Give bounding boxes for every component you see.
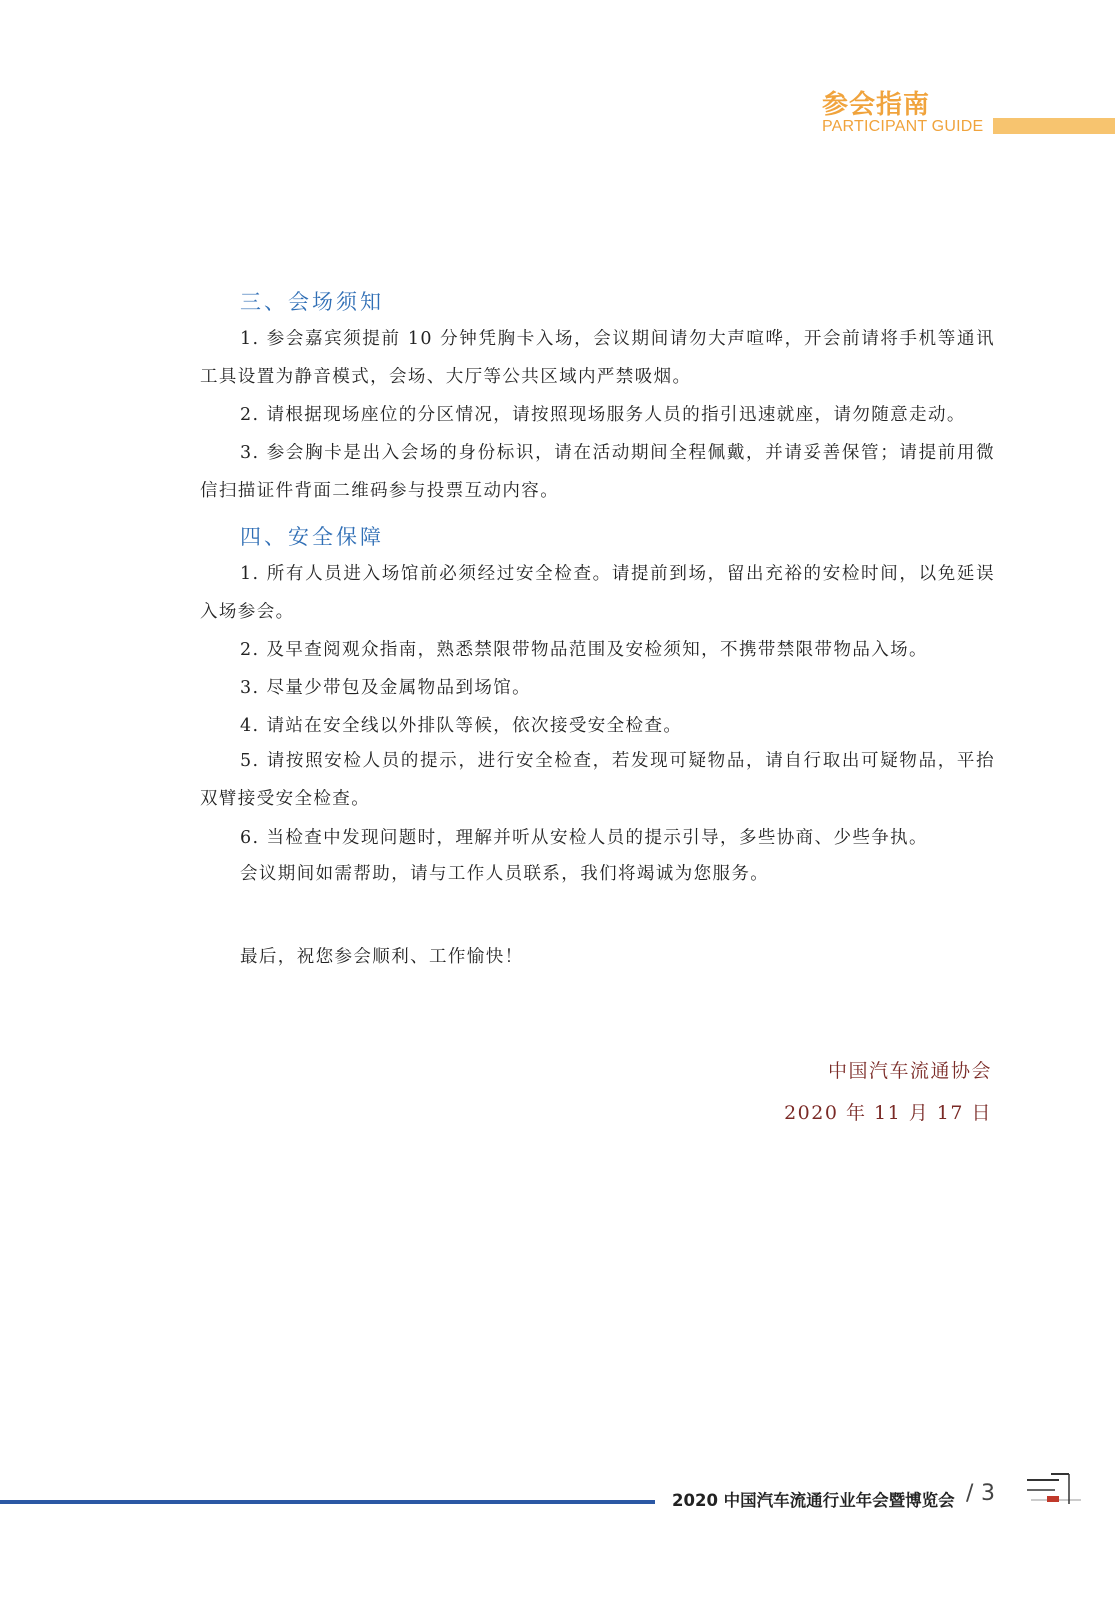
security-item-2: 2. 及早查阅观众指南，熟悉禁限带物品范围及安检须知，不携带禁限带物品入场。 bbox=[240, 640, 928, 660]
security-item-4: 4. 请站在安全线以外排队等候，依次接受安全检查。 bbox=[240, 716, 683, 736]
security-item-6: 6. 当检查中发现问题时，理解并听从安检人员的提示引导，多些协商、少些争执。 bbox=[240, 828, 928, 848]
section-title-security: 四、安全保障 bbox=[240, 525, 384, 549]
footer-rule bbox=[0, 1500, 655, 1504]
signature-organization: 中国汽车流通协会 bbox=[827, 1060, 992, 1082]
venue-notice-item-2: 2. 请根据现场座位的分区情况，请按照现场服务人员的指引迅速就座，请勿随意走动。 bbox=[240, 405, 966, 425]
footer-separator: / bbox=[966, 1481, 974, 1506]
security-item-1: 1. 所有人员进入场馆前必须经过安全检查。请提前到场，留出充裕的安检时间，以免延误入场参会。 bbox=[200, 564, 995, 622]
header-accent-bar bbox=[993, 118, 1115, 134]
venue-notice-item-1: 1. 参会嘉宾须提前 10 分钟凭胸卡入场，会议期间请勿大声喧哗，开会前请将手机等通讯工具设置为静音模式，会场、大厅等公共区域内严禁吸烟。 bbox=[200, 329, 995, 387]
guide-title-cn: 参会指南 bbox=[822, 90, 931, 120]
help-contact-note: 会议期间如需帮助，请与工作人员联系，我们将竭诚为您服务。 bbox=[240, 864, 770, 884]
footer-event-title: 2020 中国汽车流通行业年会暨博览会 bbox=[672, 1491, 955, 1510]
signature-date: 2020 年 11 月 17 日 bbox=[784, 1102, 992, 1124]
venue-notice-item-3: 3. 参会胸卡是出入会场的身份标识，请在活动期间全程佩戴，并请妥善保管；请提前用微信扫描证件背面二维码参与投票互动内容。 bbox=[200, 443, 995, 501]
page-number: 3 bbox=[981, 1481, 995, 1506]
security-item-3: 3. 尽量少带包及金属物品到场馆。 bbox=[240, 678, 532, 698]
security-item-5: 5. 请按照安检人员的提示，进行安全检查，若发现可疑物品，请自行取出可疑物品，平抬双臂接受安全检查。 bbox=[200, 751, 995, 809]
closing-wish: 最后，祝您参会顺利、工作愉快！ bbox=[240, 947, 524, 967]
section-title-venue-notice: 三、会场须知 bbox=[240, 290, 384, 314]
event-logo-icon bbox=[1025, 1460, 1085, 1512]
guide-title-en: PARTICIPANT GUIDE bbox=[822, 118, 984, 135]
